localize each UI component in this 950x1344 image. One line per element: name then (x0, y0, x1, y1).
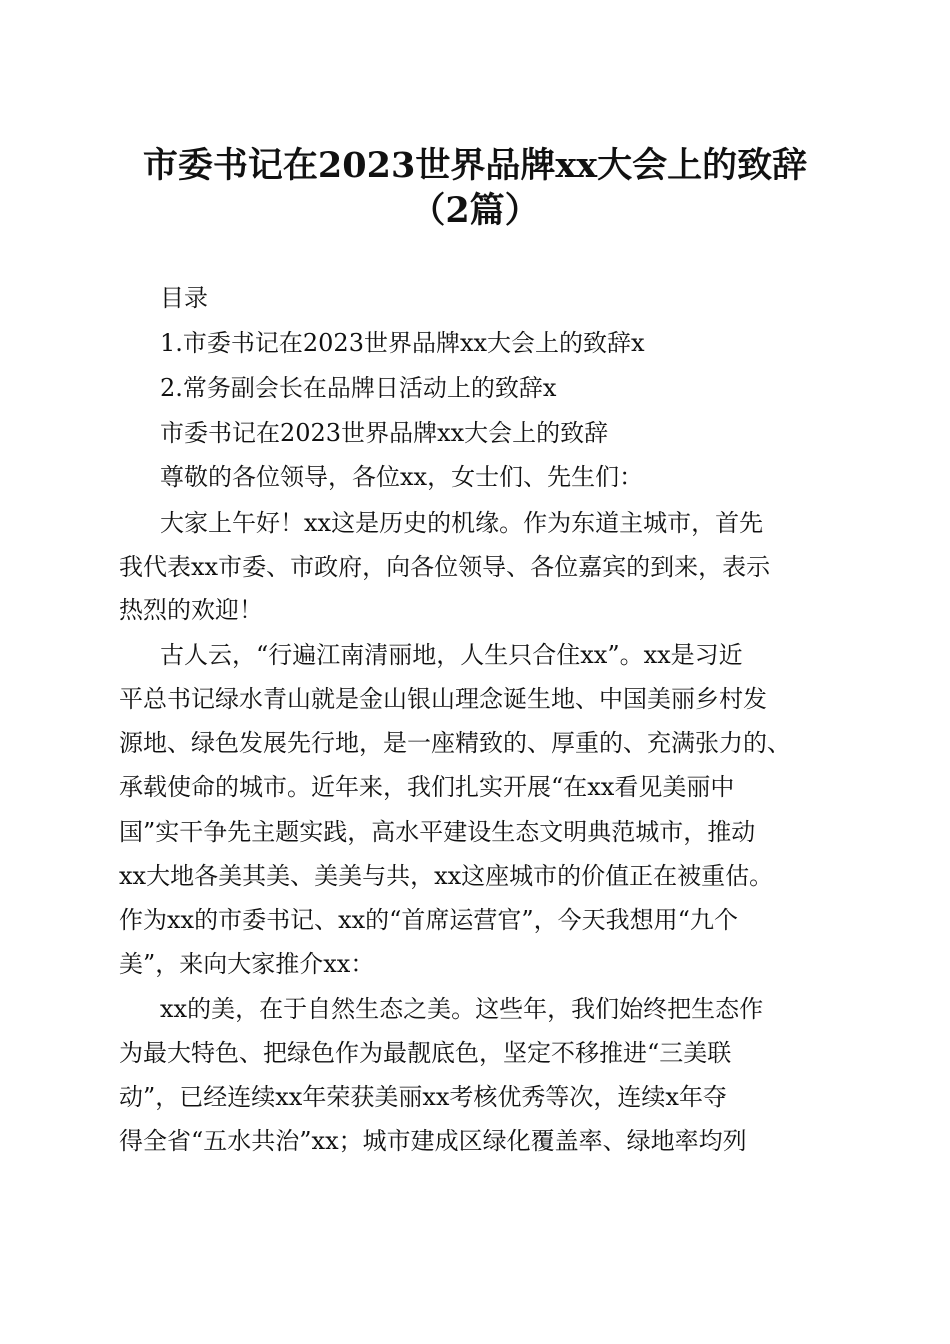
paragraph-line: xx大地各美其美、美美与共，xx这座城市的价值正在被重估。 (119, 862, 774, 890)
section-title: 市委书记在2023世界品牌xx大会上的致辞 (160, 419, 609, 447)
paragraph-line: 大家上午好！xx这是历史的机缘。作为东道主城市，首先 (160, 509, 764, 537)
paragraph-line: 古人云，“行遍江南清丽地，人生只合住xx”。xx是习近 (160, 641, 743, 669)
paragraph-line: 我代表xx市委、市政府，向各位领导、各位嘉宾的到来，表示 (119, 553, 771, 581)
toc-item: 1.市委书记在2023世界品牌xx大会上的致辞x (160, 329, 645, 357)
document-title-count: （2篇） (410, 190, 540, 231)
paragraph-line: xx的美，在于自然生态之美。这些年，我们始终把生态作 (160, 995, 764, 1023)
paragraph-line: 平总书记绿水青山就是金山银山理念诞生地、中国美丽乡村发 (119, 685, 767, 713)
paragraph-line: 国”实干争先主题实践，高水平建设生态文明典范城市，推动 (119, 818, 756, 846)
paragraph-line: 为最大特色、把绿色作为最靓底色，坚定不移推进“三美联 (119, 1039, 732, 1067)
document-title: 市委书记在2023世界品牌xx大会上的致辞 (142, 145, 808, 186)
paragraph-line: 热烈的欢迎！ (119, 596, 263, 624)
paragraph-line: 动”，已经连续xx年荣获美丽xx考核优秀等次，连续x年夺 (119, 1083, 727, 1111)
paragraph-line: 美”，来向大家推介xx： (119, 950, 375, 978)
toc-item: 2.常务副会长在品牌日活动上的致辞x (160, 374, 557, 402)
paragraph-line: 得全省“五水共治”xx；城市建成区绿化覆盖率、绿地率均列 (119, 1127, 747, 1155)
paragraph-line: 作为xx的市委书记、xx的“首席运营官”，今天我想用“九个 (119, 906, 738, 934)
toc-heading: 目录 (160, 284, 208, 312)
paragraph-line: 源地、绿色发展先行地，是一座精致的、厚重的、充满张力的、 (119, 729, 791, 757)
salutation-line: 尊敬的各位领导，各位xx，女士们、先生们： (160, 463, 644, 491)
paragraph-line: 承载使命的城市。近年来，我们扎实开展“在xx看见美丽中 (119, 773, 735, 801)
